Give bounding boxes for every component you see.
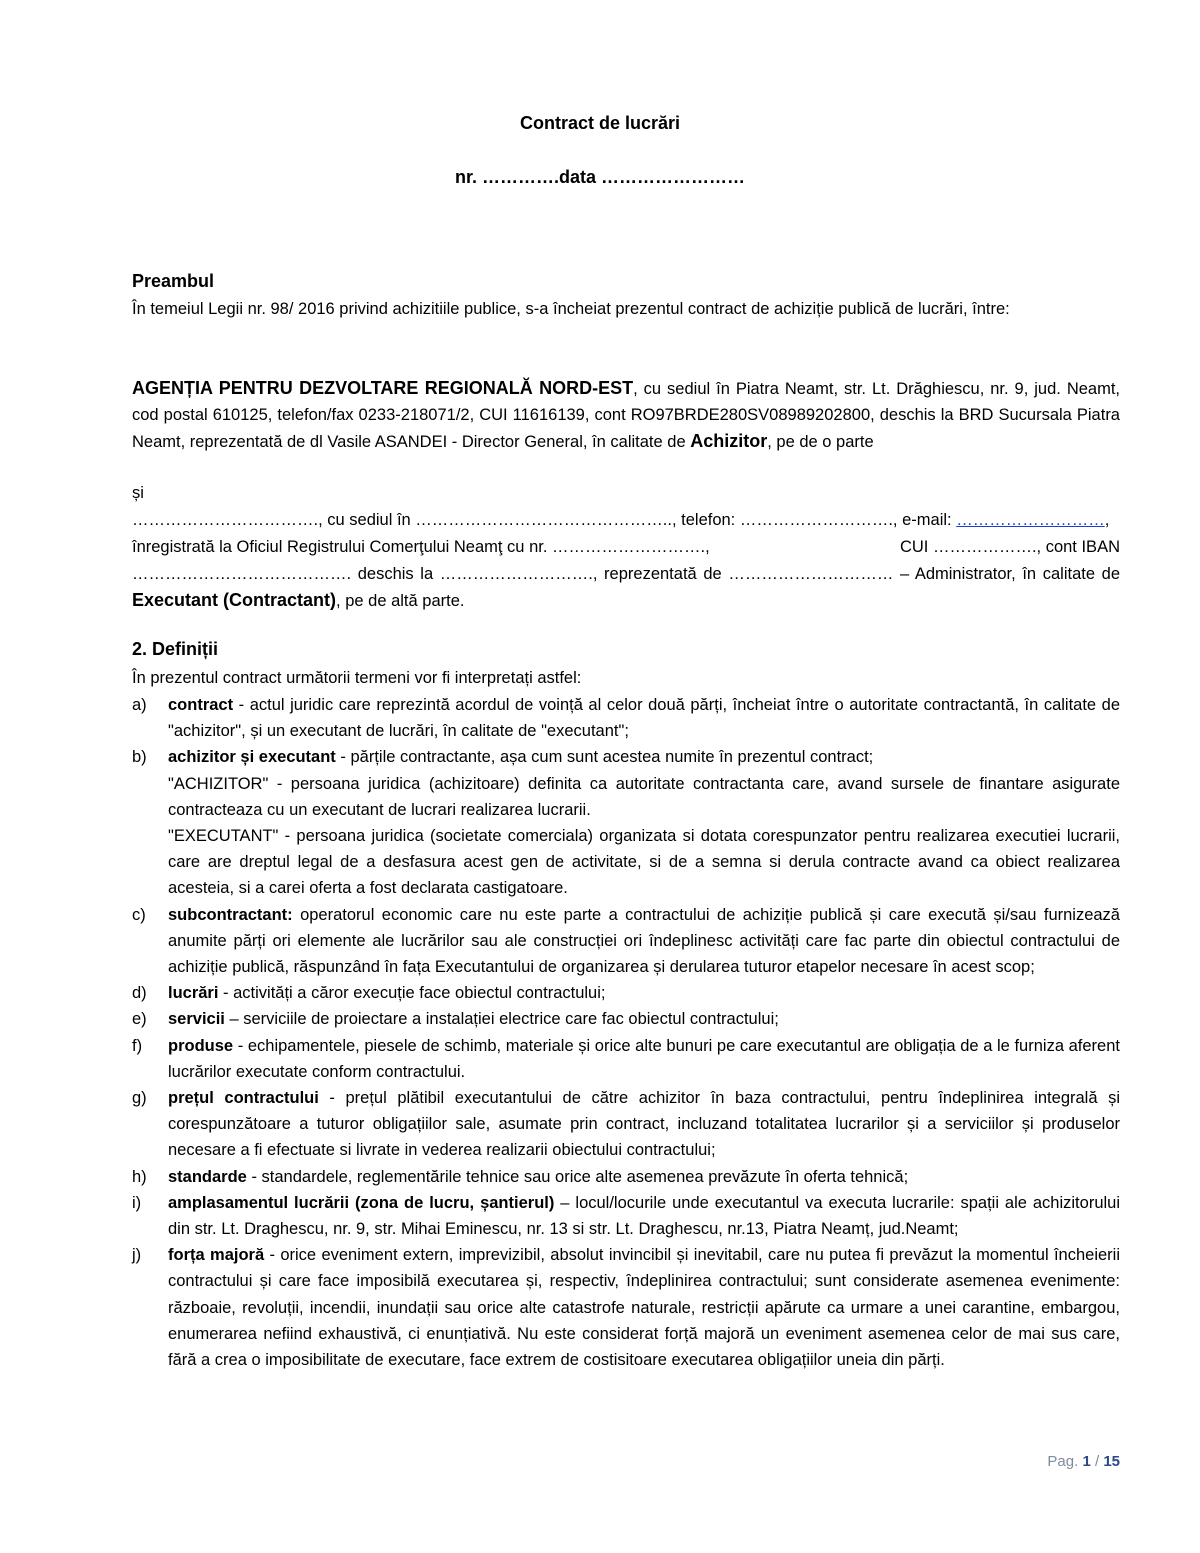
page-current: 1 xyxy=(1082,1453,1091,1470)
page-number xyxy=(1047,1453,1120,1470)
contractor-registration: înregistrată la Oficiul Registrului Comerţului Neamţ cu nr. ………………………., xyxy=(132,538,710,556)
definition-item xyxy=(132,744,1120,901)
definition-item xyxy=(132,902,1120,981)
page-total: 15 xyxy=(1103,1453,1120,1470)
definition-achizitor-note: "ACHIZITOR" - persoana juridica (achizitoare) definita ca autoritate contractanta care, avand sursele de finantare asigurate contracteaza cu un executant de lucrari realizarea lucrarii. xyxy=(168,774,1120,819)
definition-marker: f) xyxy=(132,1036,143,1055)
definition-term: achizitor și executant xyxy=(168,748,336,767)
definition-term: contract xyxy=(168,696,234,714)
preamble-heading: Preambul xyxy=(132,271,215,291)
definition-term: subcontractant: xyxy=(168,905,293,924)
definition-item xyxy=(132,1033,1120,1085)
definition-item xyxy=(132,980,1120,1006)
contractor-line-1-text: ……………………………., cu sediul în ……………………………………….., telefon: ………………………., e-mail: xyxy=(132,511,957,529)
definition-text: – locul/locurile unde executantul va executa lucrarile: spații ale achizitorului din str. Lt. Draghescu, nr. 9, str. Mihai Eminescu, nr. 13 si str. Lt. Draghescu, nr.13, Piatra Neamț, jud.Neamt; xyxy=(168,1193,1120,1239)
definition-executant-note: "EXECUTANT" - persoana juridica (societate comerciala) organizata si dotata corespunzator pentru realizarea executiei lucrarii, care are dreptul legal de a desfasura acest gen de activitate, si de a semna si derula contracte avand ca obiect realizarea acesteia, si a carei oferta a fost declarata castigatoare. xyxy=(168,827,1120,898)
buyer-name: AGENȚIA PENTRU DEZVOLTARE REGIONALĂ NORD-EST xyxy=(132,378,634,398)
definition-item xyxy=(132,1190,1120,1242)
buyer-role: Achizitor xyxy=(690,431,768,452)
contractor-line-2 xyxy=(132,534,1120,560)
page-separator: / xyxy=(1090,1453,1104,1470)
contractor-role: Executant (Contractant) xyxy=(132,590,337,611)
contractor-email-link[interactable]: ……………………… xyxy=(956,511,1105,529)
definitions-list xyxy=(132,692,1120,1373)
definition-item xyxy=(132,1085,1120,1164)
buyer-details: , cu sediul în Piatra Neamt, str. Lt. Drăghiescu, nr. 9, jud. Neamt, cod postal 610125, telefon/fax 0233-218071/2, CUI 11616139, cont RO97BRDE280SV08989202800, deschis la BRD Sucursala Piatra Neamt, reprezentată de dl Vasile ASANDEI - Director General, în calitate de xyxy=(132,380,1120,452)
definition-marker: h) xyxy=(132,1167,147,1186)
page-prefix: Pag. xyxy=(1047,1453,1083,1470)
definition-marker: c) xyxy=(132,905,146,924)
definitions-intro: În prezentul contract următorii termeni vor fi interpretați astfel: xyxy=(132,669,582,687)
definition-marker: g) xyxy=(132,1089,147,1108)
definition-text: – serviciile de proiectare a instalației electrice care fac obiectul contractului; xyxy=(224,1010,779,1029)
definition-marker: a) xyxy=(132,696,147,714)
definition-item xyxy=(132,692,1120,744)
preamble-intro: În temeiul Legii nr. 98/ 2016 privind achizitiile publice, s-a încheiat prezentul contract de achiziție publică de lucrări, între: xyxy=(132,300,1010,318)
contractor-cui-iban: CUI ………………., cont IBAN xyxy=(899,538,1120,556)
buyer-paragraph xyxy=(132,375,1120,456)
contractor-line-3 xyxy=(132,561,1120,614)
contractor-line-1-end: , xyxy=(1104,511,1110,529)
definition-marker: b) xyxy=(132,748,147,767)
definition-item xyxy=(132,1242,1120,1373)
buyer-tail: , pe de o parte xyxy=(767,433,874,452)
definition-term: lucrări xyxy=(168,984,219,1003)
contract-number-line: nr. ………….data …………………… xyxy=(454,167,746,187)
contractor-tail: , pe de altă parte. xyxy=(336,592,465,611)
definitions-heading: 2. Definiții xyxy=(132,639,219,659)
definition-text: - echipamentele, piesele de schimb, materiale și orice alte bunuri pe care executantul are obligația de a le furniza aferent lucrărilor executate conform contractului. xyxy=(168,1036,1120,1081)
definition-text: - orice eveniment extern, imprevizibil, absolut invincibil și inevitabil, care nu putea fi prevăzut la momentul încheierii contractului și care face imposibilă executarea și, respectiv, îndeplinirea contractului; sunt considerate asemenea evenimente: războaie, revoluții, incendii, inundații sau orice alte catastrofe naturale, restricții apărute ca urmare a unei carantine, embargou, enumerarea nefiind exhaustivă, ci enunțiativă. Nu este considerat forță majoră un eveniment asemenea celor de mai sus care, fără a crea o imposibilitate de executare, face extrem de costisitoare executarea obligațiilor uneia din părți. xyxy=(168,1246,1121,1370)
and-word: și xyxy=(132,484,144,502)
definition-text: - activități a căror execuție face obiectul contractului; xyxy=(218,984,606,1003)
definition-text: - părțile contractante, așa cum sunt acestea numite în prezentul contract; xyxy=(335,748,874,767)
definition-term: servicii xyxy=(168,1010,225,1029)
definition-text: - actul juridic care reprezintă acordul de voință al celor două părți, încheiat între o autoritate contractantă, în calitate de "achizitor", și un executant de lucrări, în calitate de "executant"; xyxy=(168,696,1120,741)
definition-text: - standardele, reglementările tehnice sau orice alte asemenea prevăzute în oferta tehnică; xyxy=(246,1167,909,1186)
definition-marker: i) xyxy=(132,1193,142,1212)
definition-marker: j) xyxy=(132,1246,142,1265)
definition-item xyxy=(132,1006,1120,1032)
definition-text: - prețul plătibil executantului de către achizitor în baza contractului, pentru îndeplinirea integrală și corespunzătoare a tuturor obligațiilor sale, asumate prin contract, incluzand totalitatea lucrarilor și a serviciilor și produselor necesare a fi efectuate si livrate in vederea realizarii obiectului contractului; xyxy=(168,1089,1120,1160)
definition-marker: e) xyxy=(132,1010,147,1029)
definition-item xyxy=(132,1164,1120,1190)
definition-marker: d) xyxy=(132,984,147,1003)
definition-term: prețul contractului xyxy=(168,1089,319,1108)
definition-text: operatorul economic care nu este parte a contractului de achiziție publică și care execută și/sau furnizează anumite părți ori elemente ale lucrărilor sau ale construcției ori îndeplinesc activități care fac parte din obiectul contractului de achiziție publică, răspunzând în fața Executantului de organizarea și derularea tuturor etapelor necesare în acest scop; xyxy=(168,905,1120,977)
definition-term: forța majoră xyxy=(168,1246,265,1265)
definition-term: produse xyxy=(168,1036,234,1055)
definition-term: amplasamentul lucrării (zona de lucru, șantierul) xyxy=(168,1193,555,1212)
definition-term: standarde xyxy=(168,1167,247,1186)
document-title: Contract de lucrări xyxy=(519,113,681,133)
contractor-line-1 xyxy=(132,507,1120,533)
contractor-line-3-text: …………………………………. deschis la ………………………., reprezentată de ………………………… – Administrator, în calitate de xyxy=(132,565,1120,583)
